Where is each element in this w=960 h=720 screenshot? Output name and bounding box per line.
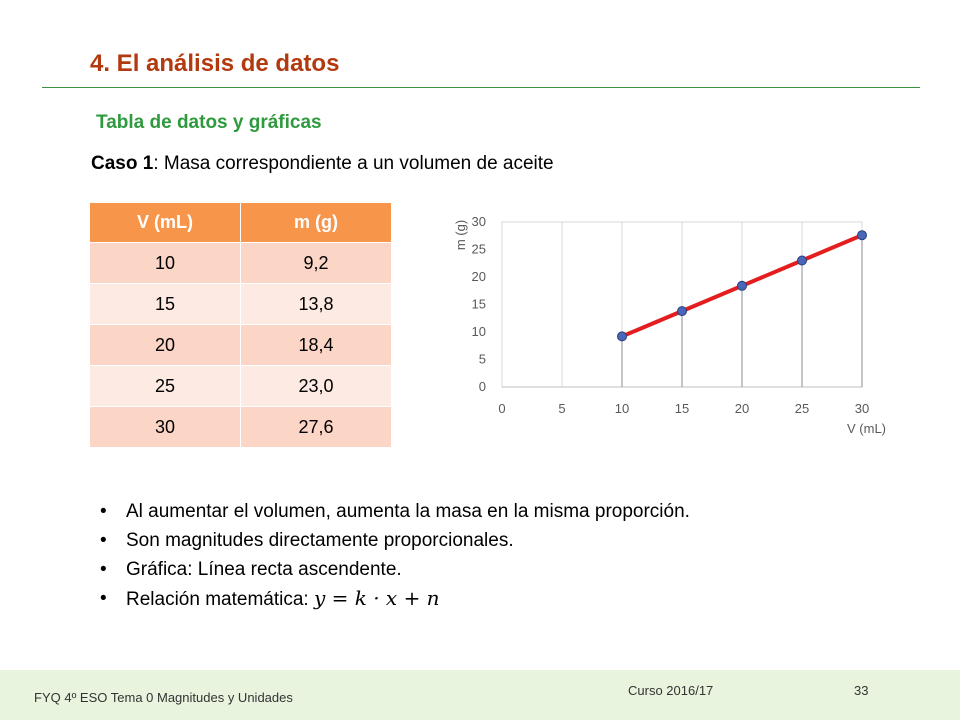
x-tick-label: 10 [614,401,630,416]
table-cell-volume: 30 [90,407,241,448]
list-item: • Gráfica: Línea recta ascendente. [100,559,402,580]
table-header-volume: V (mL) [90,203,241,243]
table-cell-mass: 9,2 [241,243,392,284]
table-cell-mass: 18,4 [241,325,392,366]
x-tick-label: 20 [734,401,750,416]
footer-course-info: FYQ 4º ESO Tema 0 Magnitudes y Unidades [34,690,293,705]
data-point [798,256,807,265]
data-point [738,281,747,290]
table-header-mass: m (g) [241,203,392,243]
y-tick-label: 15 [471,296,486,312]
table-header-row [90,203,392,243]
x-tick-label: 0 [498,401,506,416]
data-point [858,231,867,240]
table-cell-volume: 15 [90,284,241,325]
bullet-text: Relación matemática: [126,589,314,610]
case-text: : Masa correspondiente a un volumen de aceite [153,153,554,174]
list-item: • Al aumentar el volumen, aumenta la masa en la misma proporción. [100,501,690,522]
bullet-text: Gráfica: Línea recta ascendente. [126,559,402,580]
page-number: 33 [854,683,869,698]
data-table [90,203,392,447]
bullet-text: Al aumentar el volumen, aumenta la masa en la misma proporción. [126,501,690,522]
math-formula: y = k · x + n [313,586,440,610]
x-tick-label: 25 [794,401,810,416]
y-tick-label: 20 [471,269,486,284]
table-cell-volume: 25 [90,366,241,407]
table-cell-volume: 10 [90,243,241,284]
y-tick-label: 30 [471,214,486,229]
slide-title: 4. El análisis de datos [90,50,340,77]
table-cell-mass: 23,0 [241,366,392,407]
y-tick-label: 5 [478,351,486,367]
conclusions-list [100,497,690,613]
slide-subtitle: Tabla de datos y gráficas [96,112,322,133]
table-row [90,284,392,325]
table-cell-mass: 13,8 [241,284,392,325]
list-item: • Relación matemática: y = k · x + n [100,586,440,610]
case-description [91,153,554,175]
bullet-text: Son magnitudes directamente proporcionales. [126,530,514,551]
x-tick-label: 30 [854,401,870,416]
table-cell-volume: 20 [90,325,241,366]
x-tick-label: 15 [674,401,690,416]
case-label: Caso 1 [91,153,154,174]
table-row [90,325,392,366]
data-point [618,332,627,341]
table-row [90,407,392,448]
data-point [678,307,687,316]
x-axis-title: V (mL) [847,421,886,436]
list-item: • Son magnitudes directamente proporcionales. [100,530,514,551]
table-cell-mass: 27,6 [241,407,392,448]
footer-school-year: Curso 2016/17 [628,683,714,698]
title-divider [42,87,920,88]
y-tick-label: 25 [471,241,486,257]
y-tick-label: 10 [471,324,486,339]
y-tick-label: 0 [478,379,486,394]
table-row [90,366,392,407]
y-axis-title: m (g) [453,219,468,251]
mass-volume-chart [440,206,900,446]
x-tick-label: 5 [558,401,566,416]
table-row [90,243,392,284]
